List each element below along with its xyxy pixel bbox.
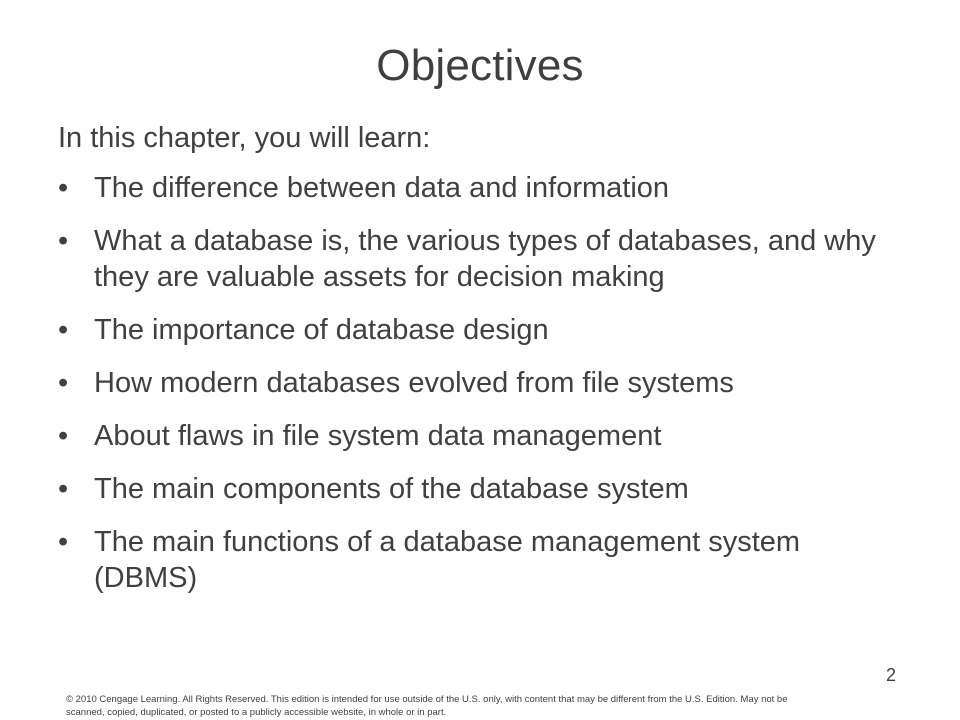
intro-text: In this chapter, you will learn: bbox=[58, 122, 431, 154]
page-number: 2 bbox=[885, 665, 896, 685]
list-item-text: The importance of database design bbox=[94, 314, 549, 346]
list-item-text: The main components of the database system bbox=[94, 473, 689, 505]
bullet-icon: • bbox=[58, 367, 69, 399]
bullet-icon: • bbox=[58, 225, 69, 257]
bullet-icon: • bbox=[58, 420, 69, 452]
list-item-text: The main functions of a database management system (DBMS) bbox=[94, 526, 801, 594]
list-item-text: The difference between data and information bbox=[94, 172, 670, 204]
list-item-text: About flaws in file system data management bbox=[94, 420, 662, 452]
bullet-icon: • bbox=[58, 172, 69, 204]
list-item bbox=[58, 170, 878, 206]
bullet-icon: • bbox=[58, 526, 69, 558]
list-item-text: How modern databases evolved from file systems bbox=[94, 367, 734, 399]
list-item bbox=[58, 471, 878, 507]
list-item bbox=[58, 312, 878, 348]
copyright-footer: © 2010 Cengage Learning. All Rights Reserved. This edition is intended for use outside of the U.S. only, with content that may be different from the U.S. Edition. May not be scanned, copied, duplicated, or posted to a publicly accessible website, in whole or in part. bbox=[66, 694, 788, 718]
bullet-icon: • bbox=[58, 314, 69, 346]
list-item-text: What a database is, the various types of databases, and why they are valuable assets for decision making bbox=[94, 225, 876, 293]
bullet-icon: • bbox=[58, 473, 69, 505]
list-item bbox=[58, 524, 878, 596]
list-item bbox=[58, 223, 878, 295]
objectives-list bbox=[58, 170, 878, 613]
slide-title: Objectives bbox=[376, 41, 584, 90]
list-item bbox=[58, 365, 878, 401]
list-item bbox=[58, 418, 878, 454]
